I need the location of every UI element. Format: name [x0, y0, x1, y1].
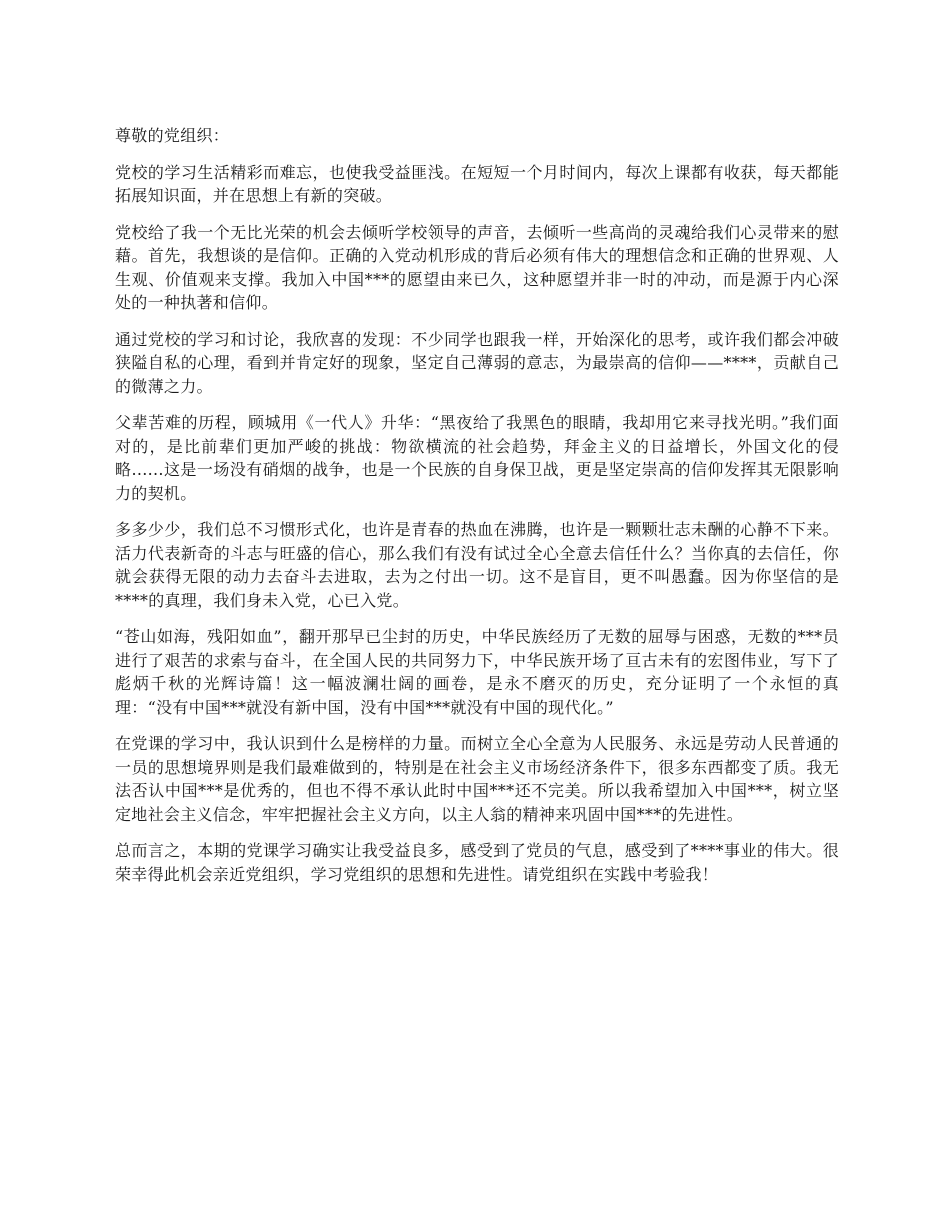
letter-paragraph-7: 在党课的学习中，我认识到什么是榜样的力量。而树立全心全意为人民服务、永远是劳动人民普通的一员的思想境界则是我们最难做到的，特别是在社会主义市场经济条件下，很多东西都变了质。我无法否认中国***是优秀的，但也不得不承认此时中国***还不完美。所以我希望加入中国***，树立坚定地社会主义信念，牢牢把握社会主义方向，以主人翁的精神来巩固中国***的先进性。	[115, 734, 839, 824]
letter-paragraph-5: 多多少少，我们总不习惯形式化，也许是青春的热血在沸腾，也许是一颗颗壮志未酬的心静不下来。活力代表新奇的斗志与旺盛的信心，那么我们有没有试过全心全意去信任什么？当你真的去信任，你就会获得无限的动力去奋斗去进取，去为之付出一切。这不是盲目，更不叫愚蠢。因为你坚信的是****的真理，我们身未入党，心已入党。	[115, 520, 839, 610]
letter-paragraph-3: 通过党校的学习和讨论，我欣喜的发现：不少同学也跟我一样，开始深化的思考，或许我们都会冲破狭隘自私的心理，看到并肯定好的现象，坚定自己薄弱的意志，为最崇高的信仰——****，贡献自己的微薄之力。	[115, 329, 839, 396]
document-page	[115, 124, 839, 899]
letter-paragraph-2: 党校给了我一个无比光荣的机会去倾听学校领导的声音，去倾听一些高尚的灵魂给我们心灵带来的慰藉。首先，我想谈的是信仰。正确的入党动机形成的背后必须有伟大的理想信念和正确的世界观、人生观、价值观来支撑。我加入中国***的愿望由来已久，这种愿望并非一时的冲动，而是源于内心深处的一种执著和信仰。	[115, 222, 839, 312]
letter-paragraph-4: 父辈苦难的历程，顾城用《一代人》升华：“黑夜给了我黑色的眼睛，我却用它来寻找光明。”我们面对的，是比前辈们更加严峻的挑战：物欲横流的社会趋势，拜金主义的日益增长，外国文化的侵略......这是一场没有硝烟的战争，也是一个民族的自身保卫战，更是坚定崇高的信仰发挥其无限影响力的契机。	[115, 413, 839, 503]
letter-paragraph-8: 总而言之，本期的党课学习确实让我受益良多，感受到了党员的气息，感受到了****事业的伟大。很荣幸得此机会亲近党组织，学习党组织的思想和先进性。请党组织在实践中考验我！	[115, 841, 839, 884]
letter-salutation: 尊敬的党组织：	[115, 126, 230, 145]
letter-paragraph-6: “苍山如海，残阳如血”，翻开那早已尘封的历史，中华民族经历了无数的屈辱与困惑，无数的***员进行了艰苦的求索与奋斗，在全国人民的共同努力下，中华民族开场了亘古未有的宏图伟业，写下了彪炳千秋的光辉诗篇！这一幅波澜壮阔的画卷，是永不磨灭的历史，充分证明了一个永恒的真理：“没有中国***就没有新中国，没有中国***就没有中国的现代化。”	[115, 627, 839, 717]
letter-paragraph-1: 党校的学习生活精彩而难忘，也使我受益匪浅。在短短一个月时间内，每次上课都有收获，每天都能拓展知识面，并在思想上有新的突破。	[115, 162, 839, 205]
